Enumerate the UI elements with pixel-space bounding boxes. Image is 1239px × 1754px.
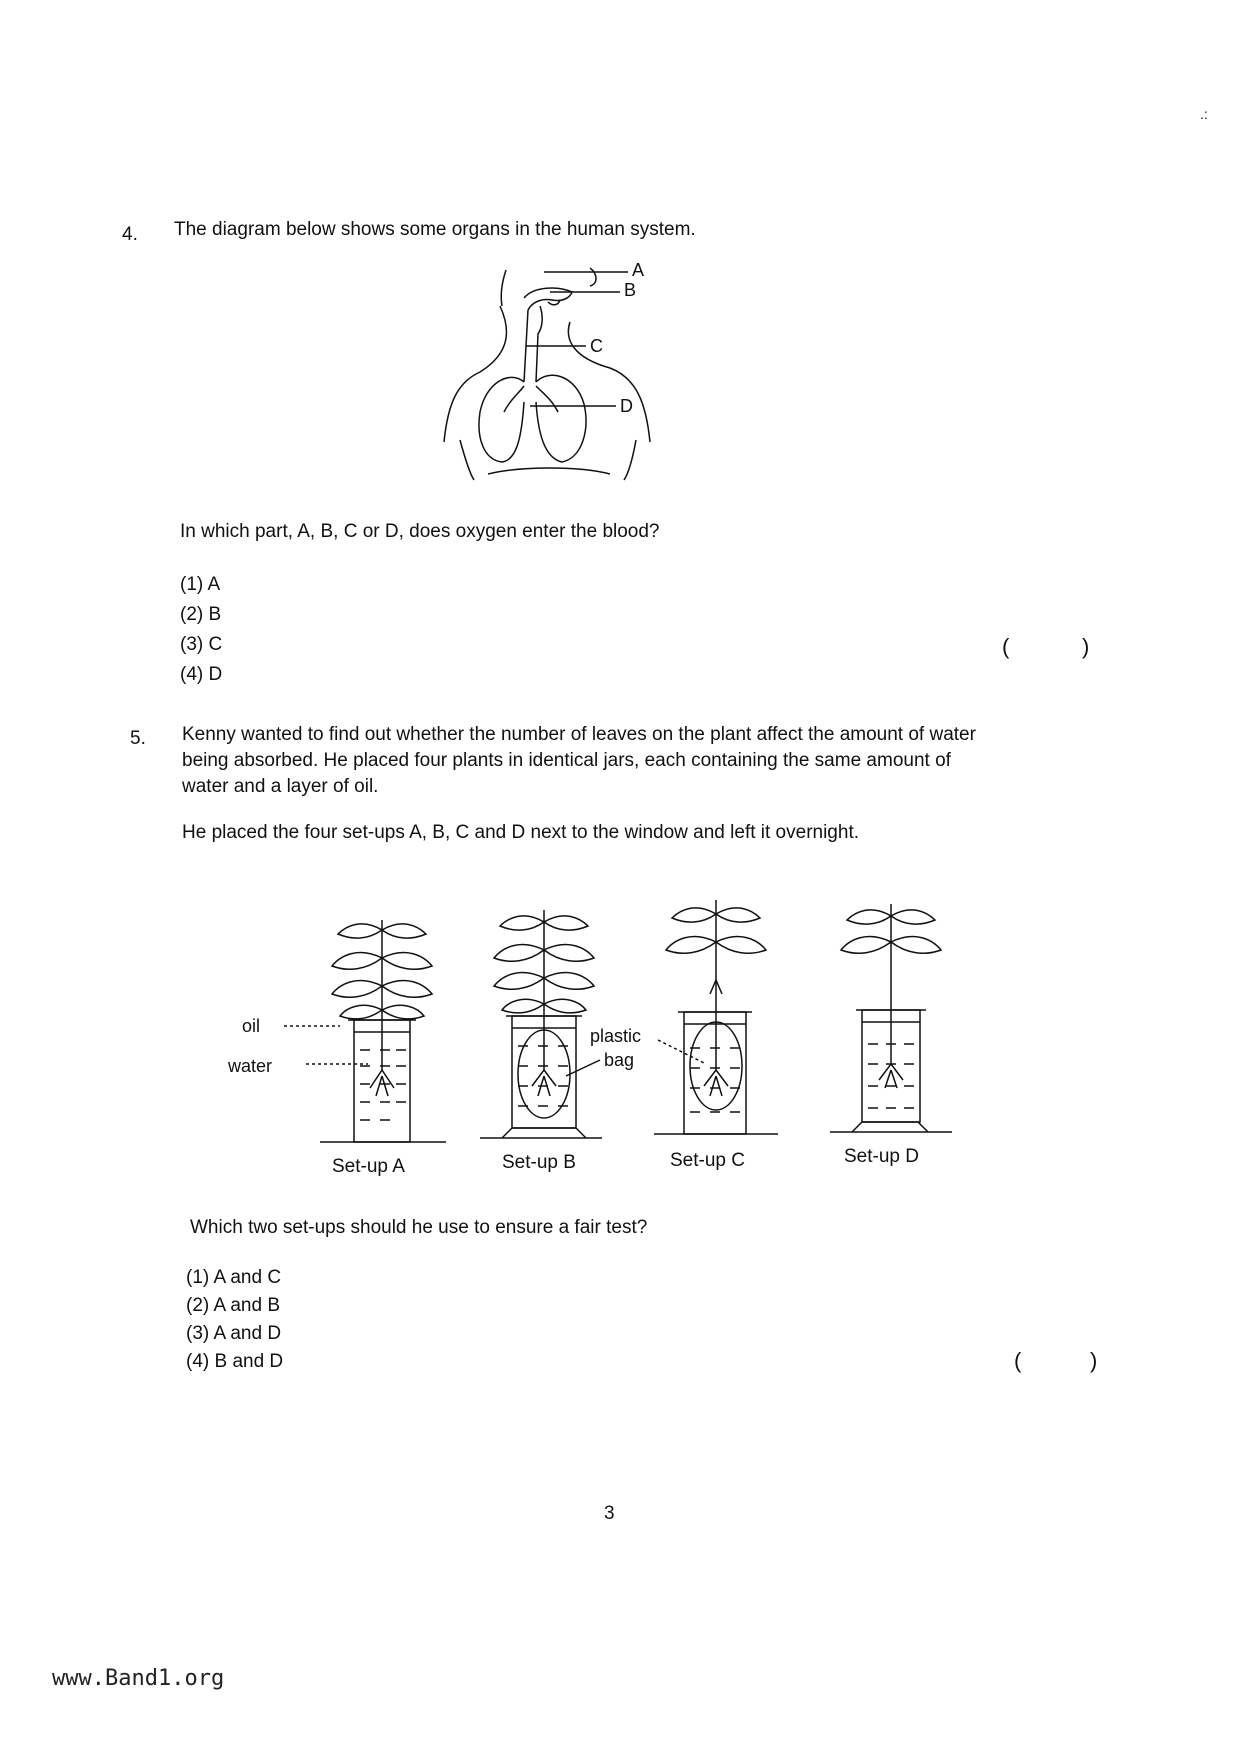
- page-number: 3: [604, 1503, 615, 1524]
- q4-answer-close: ): [1082, 634, 1090, 659]
- q4-number: 4.: [122, 224, 138, 245]
- q5-question: Which two set-ups should he use to ensure a fair test?: [190, 1217, 648, 1238]
- q5-option-1[interactable]: (1) A and C: [186, 1267, 282, 1288]
- q4-intro: The diagram below shows some organs in the human system.: [174, 219, 696, 240]
- setup-b-illustration: [480, 910, 602, 1138]
- q5-para2: He placed the four set-ups A, B, C and D next to the window and left it overnight.: [182, 822, 859, 843]
- label-bag: bag: [604, 1050, 635, 1070]
- label-A: A: [632, 260, 645, 280]
- setup-a-label: Set-up A: [332, 1156, 405, 1177]
- q5-para1: Kenny wanted to find out whether the number of leaves on the plant affect the amount of water being absorbed. He placed four plants in identical jars, each containing the same amount of water and a layer of oil.: [182, 724, 976, 797]
- label-D: D: [620, 396, 633, 416]
- q4-option-4[interactable]: (4) D: [180, 664, 223, 685]
- label-oil: oil: [242, 1016, 261, 1036]
- setup-c-label: Set-up C: [670, 1150, 745, 1171]
- label-plastic: plastic: [590, 1026, 642, 1046]
- q5-option-2[interactable]: (2) A and B: [186, 1295, 281, 1316]
- setup-c-illustration: [654, 900, 778, 1134]
- setups-diagram: [228, 880, 970, 1180]
- q5-answer-close: ): [1090, 1348, 1098, 1373]
- q4-question: In which part, A, B, C or D, does oxygen enter the blood?: [180, 521, 660, 542]
- q4-option-2[interactable]: (2) B: [180, 604, 222, 625]
- respiratory-diagram: [440, 262, 720, 492]
- label-B: B: [624, 280, 637, 300]
- setup-b-label: Set-up B: [502, 1152, 576, 1173]
- setup-d-illustration: [830, 904, 952, 1132]
- setup-d-label: Set-up D: [844, 1146, 919, 1167]
- q4-options: [180, 570, 222, 690]
- q5-option-3[interactable]: (3) A and D: [186, 1323, 282, 1344]
- q5-answer-open: (: [1014, 1348, 1022, 1373]
- q5-options: [186, 1264, 283, 1376]
- q5-option-4[interactable]: (4) B and D: [186, 1351, 284, 1372]
- q5-number: 5.: [130, 728, 146, 749]
- corner-mark: .:: [1200, 106, 1208, 122]
- q4-answer-open: (: [1002, 634, 1010, 659]
- label-C: C: [590, 336, 603, 356]
- q4-option-1[interactable]: (1) A: [180, 574, 221, 595]
- setup-a-illustration: [320, 920, 446, 1142]
- q4-option-3[interactable]: (3) C: [180, 634, 223, 655]
- label-water: water: [228, 1056, 273, 1076]
- footer-url[interactable]: www.Band1.org: [52, 1666, 225, 1691]
